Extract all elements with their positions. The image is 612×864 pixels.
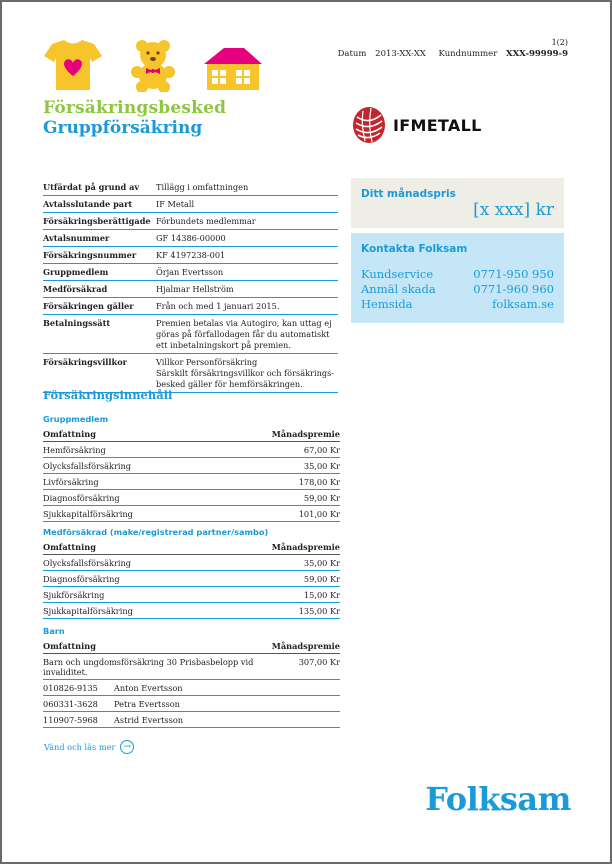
info-value: Hjalmar Hellström <box>156 284 234 294</box>
coverage-row <box>43 506 340 522</box>
coverage-premium: 135,00 Kr <box>298 606 340 616</box>
info-value: IF Metall <box>156 199 195 209</box>
child-name: Anton Evertsson <box>114 683 183 693</box>
coverage-name: Sjukkapitalförsäkring <box>43 606 133 616</box>
tshirt-heart-icon <box>42 38 104 92</box>
date-label: Datum <box>337 49 367 59</box>
info-row <box>43 315 338 354</box>
info-row <box>43 179 338 196</box>
info-value: Förbundets medlemmar <box>156 216 256 226</box>
turn-page-link[interactable] <box>44 740 134 754</box>
group-name: Medförsäkrad (make/registrerad partner/sambo) <box>43 527 269 537</box>
col-coverage-header: Omfattning <box>43 429 96 439</box>
coverage-name: Livförsäkring <box>43 477 99 487</box>
coverage-row <box>43 603 340 619</box>
folksam-logo: Folksam <box>425 780 571 818</box>
ifmetall-emblem-icon <box>351 105 387 145</box>
monthly-price-label: Ditt månadspris <box>361 188 456 200</box>
coverage-row <box>43 555 340 571</box>
customer-number-value: XXX-99999-9 <box>505 49 568 59</box>
child-personal-number: 110907-5968 <box>43 715 98 725</box>
contact-line-name: Anmäl skada <box>361 282 436 296</box>
info-value: GF 14386-00000 <box>156 233 226 243</box>
col-premium-header: Månadspremie <box>271 542 340 552</box>
coverage-name: Hemförsäkring <box>43 445 106 455</box>
info-row <box>43 281 338 298</box>
coverage-premium: 15,00 Kr <box>303 590 340 600</box>
info-value: Tillägg i omfattningen <box>156 182 249 192</box>
info-key: Utfärdat på grund av <box>43 182 140 192</box>
coverage-row <box>43 654 340 680</box>
child-row <box>43 680 340 696</box>
child-personal-number: 010826-9135 <box>43 683 98 693</box>
co-insured-section <box>43 527 340 619</box>
contact-box <box>351 233 564 323</box>
table-header <box>43 641 340 654</box>
child-row <box>43 696 340 712</box>
coverage-row <box>43 587 340 603</box>
info-value: Örjan Evertsson <box>156 267 224 277</box>
children-section <box>43 626 340 728</box>
info-row <box>43 247 338 264</box>
child-personal-number: 060331-3628 <box>43 699 98 709</box>
info-key: Betalningssätt <box>43 318 111 328</box>
coverage-premium: 35,00 Kr <box>303 461 340 471</box>
ifmetall-logo <box>351 105 482 145</box>
child-name: Petra Evertsson <box>114 699 180 709</box>
content-section-title: Försäkringsinnehåll <box>43 388 173 402</box>
coverage-premium: 67,00 Kr <box>303 445 340 455</box>
group-member-section <box>43 414 340 522</box>
coverage-row <box>43 571 340 587</box>
coverage-row <box>43 474 340 490</box>
group-name: Gruppmedlem <box>43 414 109 424</box>
info-key: Avtalsslutande part <box>43 199 133 209</box>
col-premium-header: Månadspremie <box>271 641 340 651</box>
contact-line-report-damage <box>361 282 554 297</box>
col-premium-header: Månadspremie <box>271 429 340 439</box>
info-row <box>43 196 338 213</box>
contact-phone-report-damage[interactable]: 0771-960 960 <box>473 282 554 296</box>
info-row <box>43 213 338 230</box>
monthly-price-value: [x xxx] kr <box>473 200 554 220</box>
info-row <box>43 298 338 315</box>
group-name: Barn <box>43 626 65 636</box>
info-row <box>43 264 338 281</box>
coverage-premium: 101,00 Kr <box>298 509 340 519</box>
coverage-premium: 307,00 Kr <box>298 657 340 667</box>
turn-page-label: Vänd och läs mer <box>44 742 116 752</box>
contact-line-name: Kundservice <box>361 267 434 281</box>
coverage-name: Barn och ungdomsförsäkring 30 Prisbasbelopp vid invaliditet. <box>43 657 254 677</box>
contact-line-name: Hemsida <box>361 297 413 311</box>
coverage-row <box>43 490 340 506</box>
info-key: Gruppmedlem <box>43 267 109 277</box>
policy-info-table <box>43 179 338 393</box>
coverage-name: Olycksfallsförsäkring <box>43 558 132 568</box>
header-icons <box>42 38 264 92</box>
col-coverage-header: Omfattning <box>43 641 96 651</box>
table-header <box>43 429 340 442</box>
coverage-premium: 59,00 Kr <box>303 574 340 584</box>
info-key: Försäkringsberättigade <box>43 216 151 226</box>
table-header <box>43 542 340 555</box>
coverage-name: Sjukförsäkring <box>43 590 105 600</box>
coverage-name: Olycksfallsförsäkring <box>43 461 132 471</box>
document-subtitle: Gruppförsäkring <box>43 118 203 138</box>
coverage-name: Diagnosförsäkring <box>43 574 120 584</box>
page-number: 1(2) <box>551 38 568 47</box>
info-key: Försäkringsnummer <box>43 250 137 260</box>
coverage-premium: 178,00 Kr <box>298 477 340 487</box>
info-row <box>43 230 338 247</box>
house-icon <box>202 38 264 92</box>
info-key: Försäkringen gäller <box>43 301 134 311</box>
teddy-bear-icon <box>122 38 184 92</box>
coverage-row <box>43 458 340 474</box>
child-row <box>43 712 340 728</box>
col-coverage-header: Omfattning <box>43 542 96 552</box>
coverage-premium: 59,00 Kr <box>303 493 340 503</box>
date-value: 2013-XX-XX <box>375 49 426 59</box>
info-value: Villkor Personförsäkring Särskilt försäkringsvillkor och försäkrings-besked gäller för hemförsäkringen. <box>156 357 335 389</box>
contact-title: Kontakta Folksam <box>361 243 468 255</box>
website-link[interactable]: folksam.se <box>492 297 554 311</box>
monthly-price-box <box>351 178 564 228</box>
ifmetall-logo-text: IFMETALL <box>393 115 482 135</box>
info-value: KF 4197238-001 <box>156 250 226 260</box>
info-key: Försäkringsvillkor <box>43 357 127 367</box>
child-name: Astrid Evertsson <box>114 715 184 725</box>
info-key: Avtalsnummer <box>43 233 110 243</box>
customer-number-label: Kundnummer <box>438 49 498 59</box>
info-value: Premien betalas via Autogiro, kan uttag ej göras på förfallodagen får du automatiskt ett inbetalningskort på premien. <box>156 318 332 350</box>
coverage-name: Sjukkapitalförsäkring <box>43 509 133 519</box>
coverage-row <box>43 442 340 458</box>
document-meta <box>332 49 568 59</box>
arrow-right-icon: → <box>120 740 134 754</box>
contact-line-website <box>361 297 554 312</box>
document-title: Försäkringsbesked <box>43 98 227 118</box>
info-value: Från och med 1 januari 2015. <box>156 301 280 311</box>
contact-line-customer-service <box>361 267 554 282</box>
coverage-premium: 35,00 Kr <box>303 558 340 568</box>
coverage-name: Diagnosförsäkring <box>43 493 120 503</box>
contact-phone-customer-service[interactable]: 0771-950 950 <box>473 267 554 281</box>
info-key: Medförsäkrad <box>43 284 108 294</box>
